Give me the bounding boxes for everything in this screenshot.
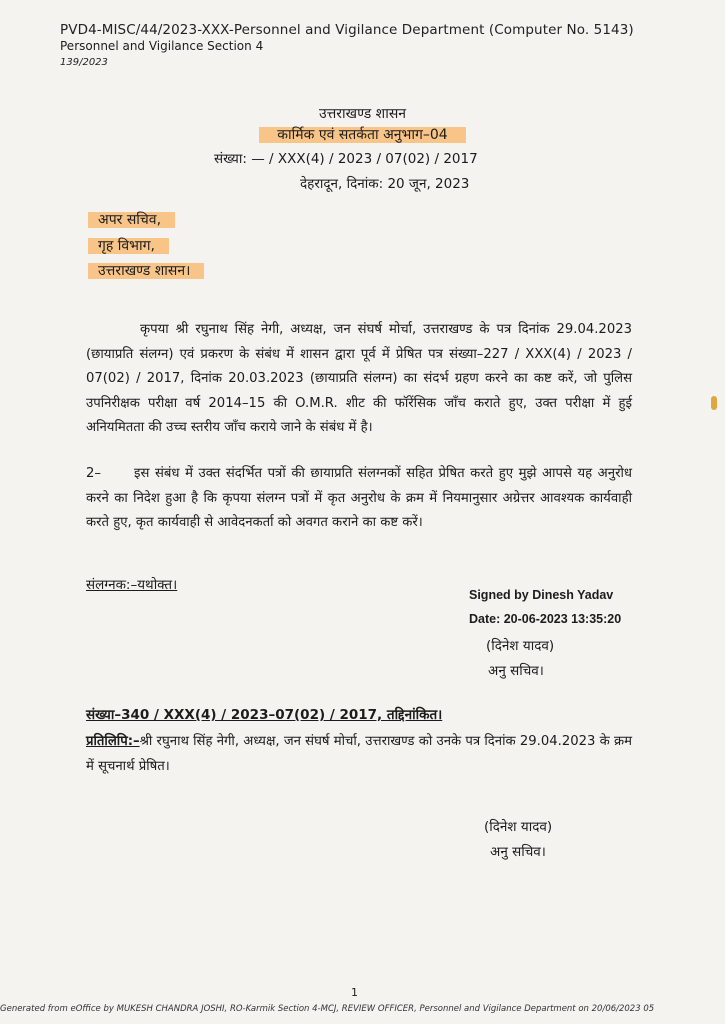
section-title [0,125,725,144]
generation-footer: Generated from eOffice by MUKESH CHANDRA JOSHI, RO-Karmik Section 4-MCJ, REVIEW OFFICER, Personnel and Vigilance Department on 20/06/2023 05 [0,1004,655,1014]
digital-signature-name: Signed by Dinesh Yadav [469,588,614,602]
header-file-line: PVD4-MISC/44/2023-XXX-Personnel and Vigilance Department (Computer No. 5143) [60,22,634,38]
body-paragraph-1: कृपया श्री रघुनाथ सिंह नेगी, अध्यक्ष, जन संघर्ष मोर्चा, उत्तराखण्ड के पत्र दिनांक 29.04.2023 (छायाप्रति संलग्न) एवं प्रकरण के संबंध में शासन द्वारा पूर्व में प्रेषित पत्र संख्या–227 / XXX(4) / 2023 / 07(02) / 2017, दिनांक 20.03.2023 (छायाप्रति संलग्न) का संदर्भ ग्रहण करने का कष्ट करें, जो पुलिस उपनिरीक्षक परीक्षा वर्ष 2014–15 की O.M.R. शीट की फॉरेंसिक जाँच कराते हुए, उक्त परीक्षा में हुई अनियमितता की उच्च स्तरीय जाँच कराये जाने के संबंध में है। [86,322,632,436]
header-number-line: 139/2023 [60,57,108,68]
copy-label: प्रतिलिपि:– [86,734,140,749]
header-section-line: Personnel and Vigilance Section 4 [60,39,264,53]
signatory-name: (दिनेश यादव) [486,638,555,654]
addressee-line-1 [88,210,175,229]
copy-reference-number: संख्या–340 / XXX(4) / 2023–07(02) / 2017, तद्दिनांकित। [86,707,443,723]
copy-paragraph [86,730,632,779]
enclosure-note: संलग्नक:–यथोक्त। [86,577,178,593]
addressee-line-3 [88,261,204,280]
addressee-line-2 [88,236,169,255]
addressee-text-3: उत्तराखण्ड शासन। [88,263,204,279]
letter-number: संख्या: — / XXX(4) / 2023 / 07(02) / 2017 [214,151,478,167]
signatory-designation: अनु सचिव। [488,663,544,679]
copy-text: श्री रघुनाथ सिंह नेगी, अध्यक्ष, जन संघर्ष मोर्चा, उत्तराखण्ड को उनके पत्र दिनांक 29.04.2023 के क्रम में सूचनार्थ प्रेषित। [86,734,632,774]
section-title-text: कार्मिक एवं सतर्कता अनुभाग–04 [259,127,465,143]
paragraph-number: 2– [86,466,101,481]
addressee-text-1: अपर सचिव, [88,212,175,228]
page-number: 1 [351,986,358,999]
body-paragraph-2 [86,462,632,536]
addressee-text-2: गृह विभाग, [88,238,169,254]
signatory-2-name: (दिनेश यादव) [484,819,553,835]
signatory-2-designation: अनु सचिव। [490,844,546,860]
place-date: देहरादून, दिनांक: 20 जून, 2023 [300,176,470,192]
body-paragraph-2-text: इस संबंध में उक्त संदर्भित पत्रों की छायाप्रति संलग्नकों सहित प्रेषित करते हुए मुझे आपसे यह अनुरोध करने का निदेश हुआ है कि कृपया संलग्न पत्रों में कृत अनुरोध के क्रम में नियमानुसार अग्रेत्तर आवश्यक कार्यवाही करते हुए, कृत कार्यवाही से आवेदनकर्ता को अवगत कराने का कष्ट करें। [86,466,632,531]
digital-signature-date: Date: 20-06-2023 13:35:20 [469,612,622,626]
highlighter-mark [711,396,717,410]
government-title: उत्तराखण्ड शासन [318,106,407,122]
